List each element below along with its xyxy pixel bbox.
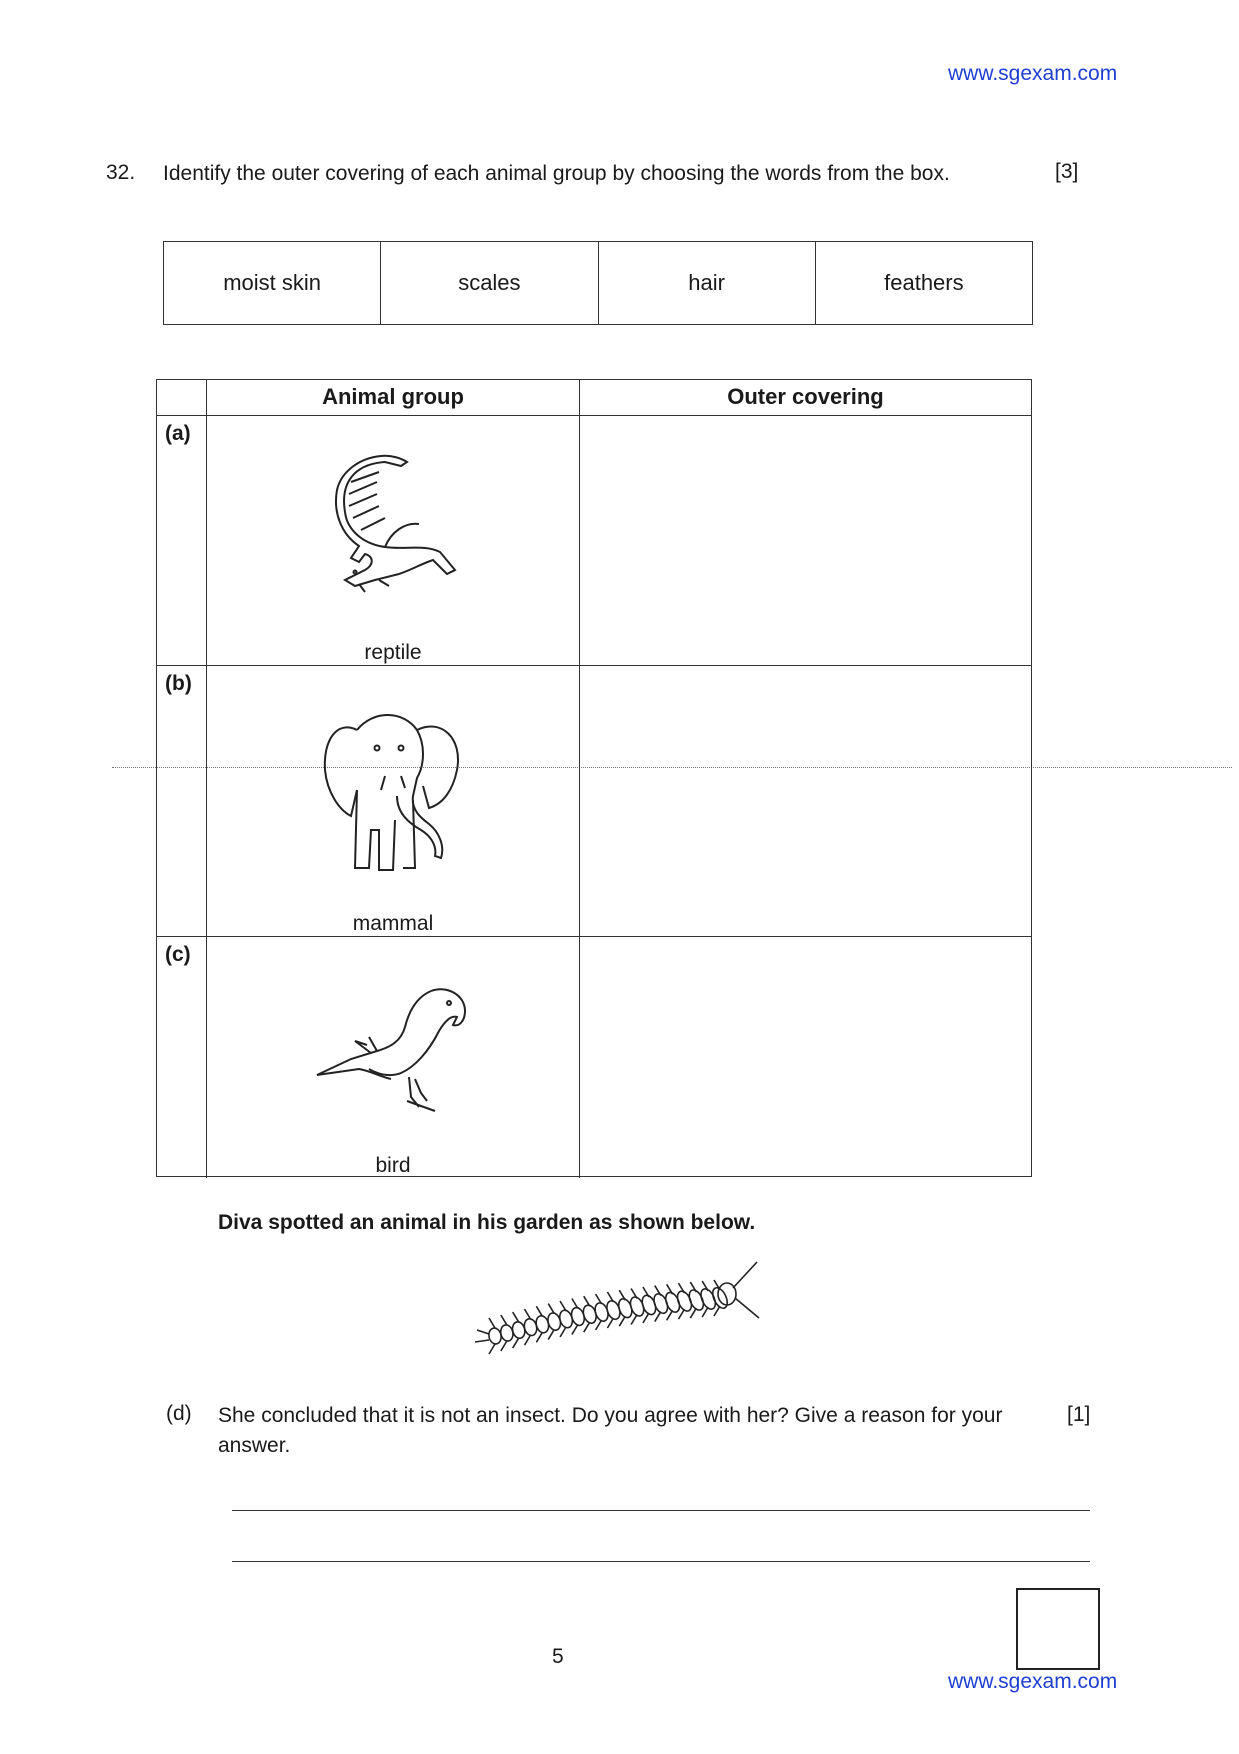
table-header-row (157, 380, 1031, 416)
centipede-icon (475, 1258, 765, 1358)
word-feathers: feathers (884, 270, 964, 295)
row-label-c: (c) (165, 943, 191, 966)
score-box (1016, 1588, 1100, 1670)
answer-line-2[interactable] (232, 1561, 1090, 1562)
intro-text: Diva spotted an animal in his garden as shown below. (218, 1211, 756, 1234)
part-d-label: (d) (166, 1402, 192, 1425)
elephant-icon (317, 700, 467, 880)
group-name-reptile: reptile (364, 641, 422, 664)
answer-cell-c[interactable] (580, 937, 1031, 1178)
header-outer-covering: Outer covering (727, 384, 884, 409)
answer-cell-b[interactable] (580, 666, 1031, 936)
group-name-bird: bird (375, 1154, 411, 1177)
website-header: www.sgexam.com (948, 62, 1118, 85)
header-animal-group: Animal group (207, 380, 580, 415)
website-footer: www.sgexam.com (948, 1670, 1118, 1693)
animal-table (156, 379, 1032, 1177)
question-text: Identify the outer covering of each animal group by choosing the words from the box. (163, 162, 950, 185)
parrot-icon (311, 981, 481, 1121)
table-row (157, 416, 1031, 666)
word-box (163, 241, 1033, 325)
answer-line-1[interactable] (232, 1510, 1090, 1511)
word-hair: hair (599, 242, 816, 324)
part-d-text: She concluded that it is not an insect. Do you agree with her? Give a reason for your answer. (218, 1404, 1003, 1457)
page-number: 5 (552, 1645, 564, 1668)
crocodile-icon (315, 452, 475, 602)
group-name-mammal: mammal (352, 912, 434, 935)
row-label-a: (a) (165, 422, 191, 445)
question-marks: [3] (1055, 160, 1079, 183)
word-scales: scales (381, 242, 598, 324)
part-d-marks: [1] (1067, 1403, 1091, 1426)
question-number: 32. (106, 161, 136, 184)
word-moist-skin: moist skin (164, 242, 381, 324)
row-label-b: (b) (165, 672, 192, 695)
table-row (157, 666, 1031, 937)
table-row (157, 937, 1031, 1178)
answer-cell-a[interactable] (580, 416, 1031, 665)
